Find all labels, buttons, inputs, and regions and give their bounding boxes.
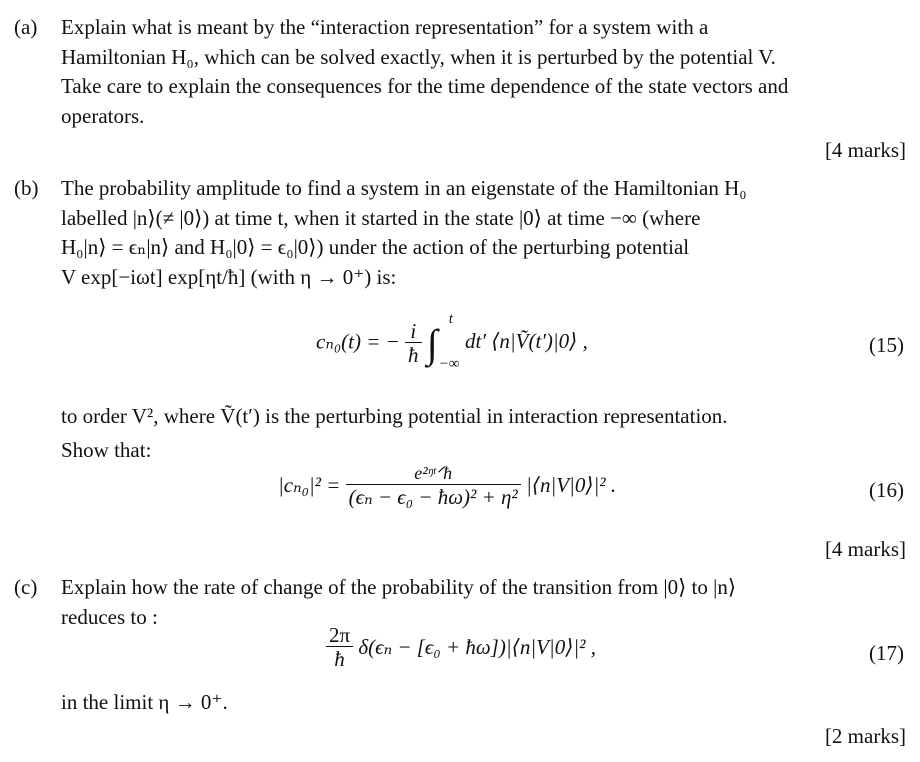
question-b-line-4: V exp[−iωt] exp[ηt/ħ] (with η → 0⁺) is: (61, 264, 397, 289)
eq15-number: (15) (869, 333, 904, 357)
equation-17 (326, 624, 596, 671)
eq17-fraction (326, 624, 353, 671)
question-a-line-3: Take care to explain the consequences for the time dependence of the state vectors and (61, 74, 789, 98)
equation-15 (316, 310, 588, 372)
eq15-int-lower: −∞ (438, 355, 460, 372)
eq16-frac-num: e²ᵑᵗᐟħ (414, 463, 453, 483)
question-b-line-2: labelled |n⟩(≠ |0⟩) at time t, when it started in the state |0⟩ at time −∞ (where (61, 205, 701, 230)
marks-b: [4 marks] (824, 537, 906, 561)
question-b-line-3: H₀|n⟩ = ϵₙ|n⟩ and H₀|0⟩ = ϵ₀|0⟩) under the action of the perturbing potential (61, 235, 690, 259)
question-a-label: (a) (14, 15, 38, 39)
question-c-line-2: reduces to : (61, 604, 158, 629)
question-c-label: (c) (14, 575, 38, 599)
eq17-frac-num: 2π (329, 623, 351, 647)
eq15-frac-num: i (410, 319, 417, 343)
eq17-rhs: δ(ϵₙ − [ϵ₀ + ħω])|⟨n|V|0⟩|² , (358, 634, 596, 659)
question-a-line-1: Explain what is meant by the “interaction representation” for a system with a (61, 15, 709, 39)
marks-c: [2 marks] (824, 724, 906, 748)
question-c-line-1: Explain how the rate of change of the probability of the transition from |0⟩ to |n⟩ (61, 575, 737, 599)
eq15-lhs: cₙ₀(t) = − (316, 329, 400, 354)
eq15-fraction (405, 320, 422, 367)
question-c-after-line: in the limit η → 0⁺. (61, 690, 228, 714)
eq17-number: (17) (869, 641, 904, 665)
marks-a: [4 marks] (824, 138, 906, 162)
equation-16 (278, 462, 616, 509)
eq17-frac-den: ħ (326, 646, 353, 671)
eq16-number: (16) (869, 478, 904, 502)
question-a-line-2: Hamiltonian H₀, which can be solved exactly, when it is perturbed by the potential V. (61, 44, 776, 69)
question-b-after-line-2: Show that: (61, 437, 152, 462)
eq16-fraction (346, 462, 521, 509)
eq16-frac-den: (ϵₙ − ϵ₀ − ħω)² + η² (346, 484, 521, 509)
question-b-line-1: The probability amplitude to find a system in an eigenstate of the Hamiltonian H₀ (61, 176, 747, 200)
eq15-frac-den: ħ (405, 342, 422, 367)
integral-sign: ∫ t −∞ (426, 310, 460, 372)
question-b-after-line-1: to order V², where Ṽ(t′) is the perturbing potential in interaction representation. (61, 404, 728, 428)
eq16-rhs: |⟨n|V|0⟩|² . (525, 472, 617, 497)
eq15-integrand: dt′ ⟨n|Ṽ(t′)|0⟩ , (465, 329, 588, 354)
eq15-int-upper: t (448, 310, 453, 327)
question-a-line-4: operators. (61, 103, 145, 128)
question-b-label: (b) (14, 176, 39, 200)
eq16-lhs: |cₙ₀|² = (278, 472, 341, 497)
